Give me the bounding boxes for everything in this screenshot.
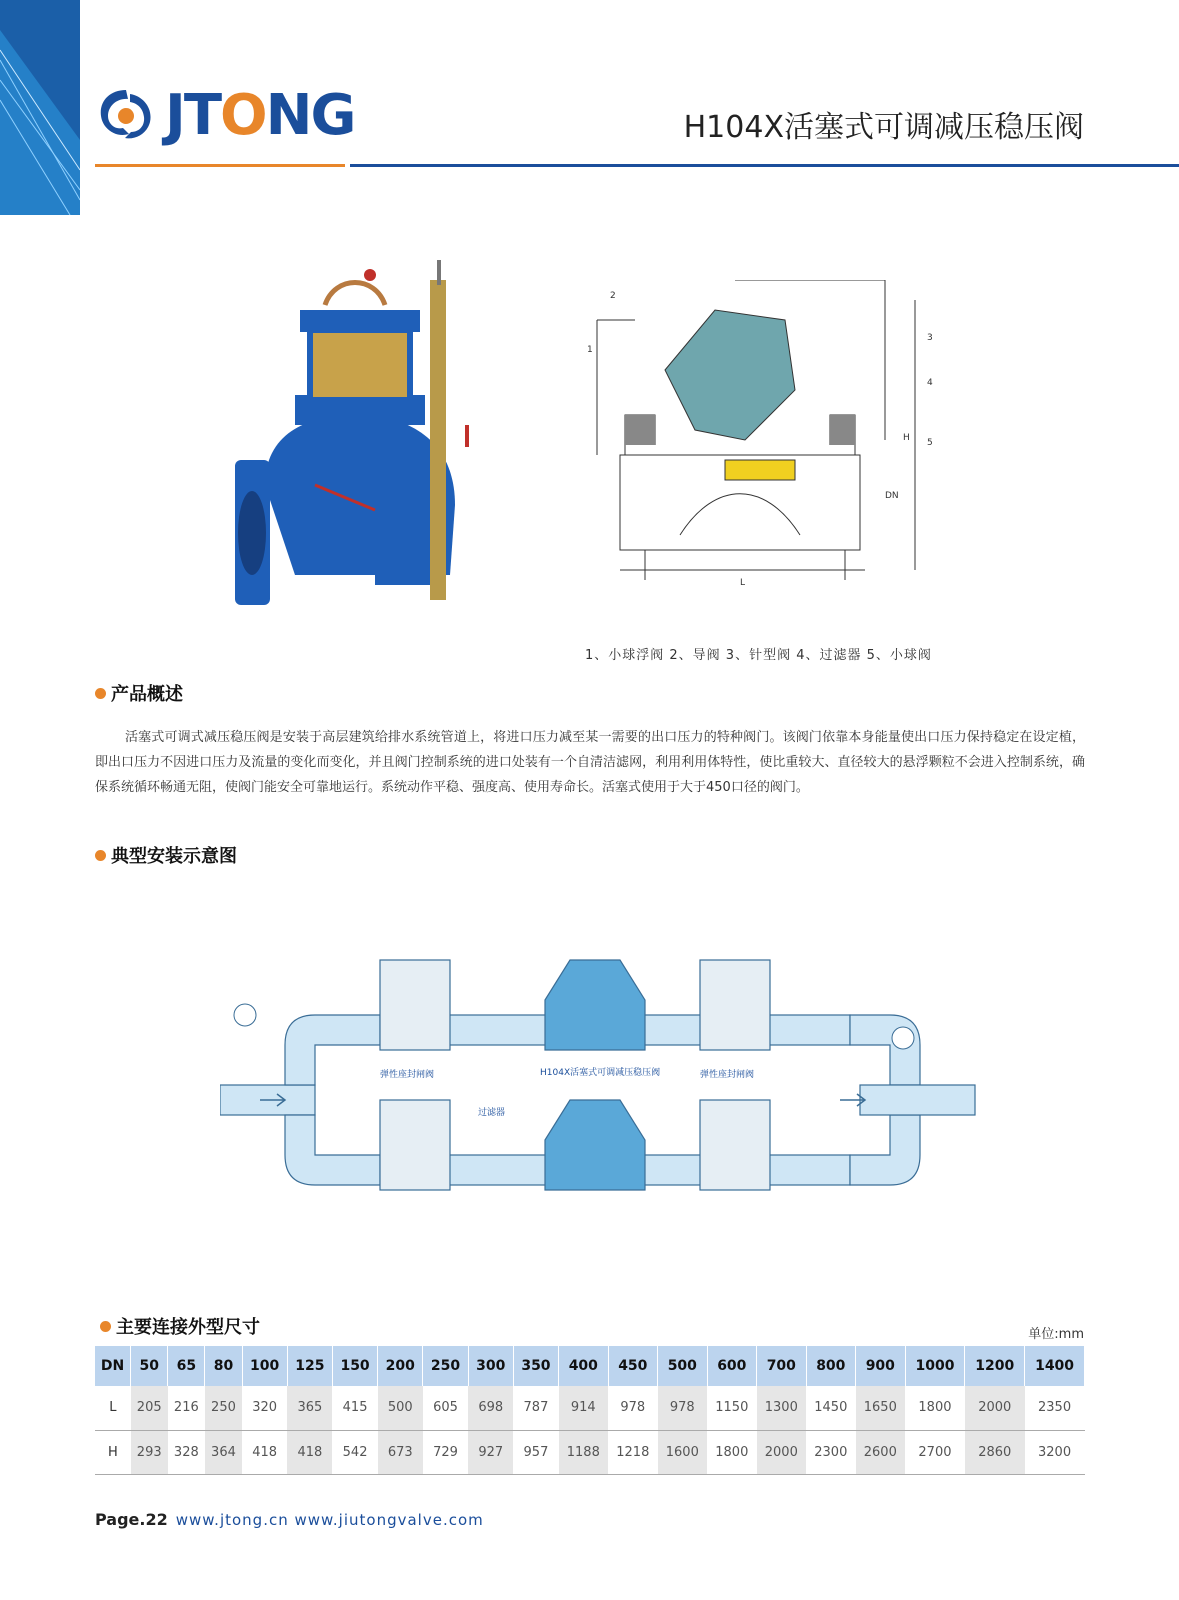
table-cell: 978: [658, 1386, 708, 1430]
col-header: 1200: [965, 1346, 1025, 1386]
table-cell: 729: [423, 1430, 468, 1474]
col-header: 300: [468, 1346, 513, 1386]
table-cell: 418: [287, 1430, 332, 1474]
table-cell: 957: [513, 1430, 558, 1474]
page-title: H104X活塞式可调减压稳压阀: [683, 110, 1084, 145]
table-cell: 205: [131, 1386, 168, 1430]
table-cell: 415: [332, 1386, 377, 1430]
table-cell: 1650: [856, 1386, 906, 1430]
table-cell: 2350: [1025, 1386, 1085, 1430]
table-cell: 698: [468, 1386, 513, 1430]
dim-H-label: H: [903, 433, 910, 443]
brand-logo: [95, 80, 355, 150]
unit-label: 单位:mm: [1028, 1327, 1084, 1342]
table-header-row: [95, 1346, 1085, 1386]
dim-DN-label: DN: [885, 491, 899, 501]
col-header: 450: [608, 1346, 658, 1386]
col-header: 125: [287, 1346, 332, 1386]
page-number: Page.22: [95, 1510, 168, 1529]
corner-graphic: [0, 0, 80, 215]
install-label-left: 弹性座封闸阀: [380, 1070, 435, 1080]
callout-4: 4: [927, 378, 933, 388]
table-cell: 1300: [757, 1386, 807, 1430]
table-cell: L: [95, 1386, 131, 1430]
table-cell: 328: [168, 1430, 205, 1474]
table-cell: 293: [131, 1430, 168, 1474]
table-cell: 418: [242, 1430, 287, 1474]
overview-heading: [95, 680, 183, 706]
table-cell: 364: [205, 1430, 242, 1474]
table-cell: 2700: [905, 1430, 965, 1474]
table-cell: 2860: [965, 1430, 1025, 1474]
col-header: 80: [205, 1346, 242, 1386]
table-cell: 1600: [658, 1430, 708, 1474]
table-cell: 250: [205, 1386, 242, 1430]
product-photo: [225, 255, 495, 620]
callout-5: 5: [927, 438, 933, 448]
col-header: 900: [856, 1346, 906, 1386]
install-title: 典型安装示意图: [111, 846, 237, 867]
table-cell: 500: [378, 1386, 423, 1430]
bullet-dot-icon: [95, 688, 106, 699]
col-header: 50: [131, 1346, 168, 1386]
table-cell: 1218: [608, 1430, 658, 1474]
bullet-dot-icon: [95, 850, 106, 861]
table-cell: 2300: [806, 1430, 856, 1474]
col-header: 800: [806, 1346, 856, 1386]
col-header: 600: [707, 1346, 757, 1386]
footer-urls[interactable]: www.jtong.cn www.jiutongvalve.com: [175, 1511, 484, 1529]
dims-title: 主要连接外型尺寸: [116, 1317, 260, 1338]
table-cell: 365: [287, 1386, 332, 1430]
table-cell: 2600: [856, 1430, 906, 1474]
install-label-center: H104X活塞式可调减压稳压阀: [540, 1068, 661, 1078]
table-cell: 787: [513, 1386, 558, 1430]
footer: [95, 1510, 484, 1529]
table-cell: 673: [378, 1430, 423, 1474]
col-header: 700: [757, 1346, 807, 1386]
table-cell: 320: [242, 1386, 287, 1430]
install-heading: [95, 842, 237, 868]
table-cell: 1450: [806, 1386, 856, 1430]
callout-3: 3: [927, 333, 933, 343]
install-label-filter: 过滤器: [478, 1108, 506, 1118]
col-header: 200: [378, 1346, 423, 1386]
table-cell: 1800: [707, 1430, 757, 1474]
table-cell: H: [95, 1430, 131, 1474]
col-header: DN: [95, 1346, 131, 1386]
overview-text: 活塞式可调式减压稳压阀是安装于高层建筑给排水系统管道上，将进口压力减至某一需要的出口压力的特种阀门。该阀门依靠本身能量使出口压力保持稳定在设定植，即出口压力不因进口压力及流量的变化而变化，并且阀门控制系统的进口处装有一个自清洁滤网，利用利用体特性，使比重较大、直径较大的悬浮颗粒不会进入控制系统，确保系统循环畅通无阻，使阀门能安全可靠地运行。系统动作平稳、强度高、使用寿命长。活塞式使用于大于450口径的阀门。: [95, 730, 1085, 795]
col-header: 150: [332, 1346, 377, 1386]
callout-1: 1: [587, 345, 593, 355]
dim-L-label: L: [740, 578, 746, 588]
header-rule-orange: [95, 164, 345, 167]
install-diagram: [220, 930, 1000, 1265]
table-row: [95, 1430, 1085, 1474]
table-cell: 927: [468, 1430, 513, 1474]
col-header: 100: [242, 1346, 287, 1386]
technical-drawing: [585, 280, 965, 610]
table-cell: 914: [559, 1386, 609, 1430]
table-cell: 1150: [707, 1386, 757, 1430]
drawing-legend: 1、小球浮阀 2、导阀 3、针型阀 4、过滤器 5、小球阀: [585, 648, 932, 663]
table-cell: 3200: [1025, 1430, 1085, 1474]
table-cell: 2000: [965, 1386, 1025, 1430]
overview-title: 产品概述: [111, 684, 183, 705]
dimensions-table: [95, 1346, 1085, 1475]
col-header: 350: [513, 1346, 558, 1386]
col-header: 1400: [1025, 1346, 1085, 1386]
table-row: [95, 1386, 1085, 1430]
bullet-dot-icon: [100, 1321, 111, 1332]
col-header: 65: [168, 1346, 205, 1386]
table-cell: 542: [332, 1430, 377, 1474]
logo-text: JTONG: [165, 82, 355, 148]
table-cell: 216: [168, 1386, 205, 1430]
col-header: 1000: [905, 1346, 965, 1386]
table-cell: 978: [608, 1386, 658, 1430]
dims-heading: [100, 1313, 260, 1339]
table-cell: 1800: [905, 1386, 965, 1430]
install-label-right: 弹性座封闸阀: [700, 1070, 755, 1080]
col-header: 400: [559, 1346, 609, 1386]
callout-2: 2: [610, 291, 616, 301]
table-cell: 1188: [559, 1430, 609, 1474]
header-rule-blue: [350, 164, 1179, 167]
table-cell: 605: [423, 1386, 468, 1430]
logo-swirl-icon: [95, 84, 157, 146]
col-header: 250: [423, 1346, 468, 1386]
col-header: 500: [658, 1346, 708, 1386]
table-cell: 2000: [757, 1430, 807, 1474]
